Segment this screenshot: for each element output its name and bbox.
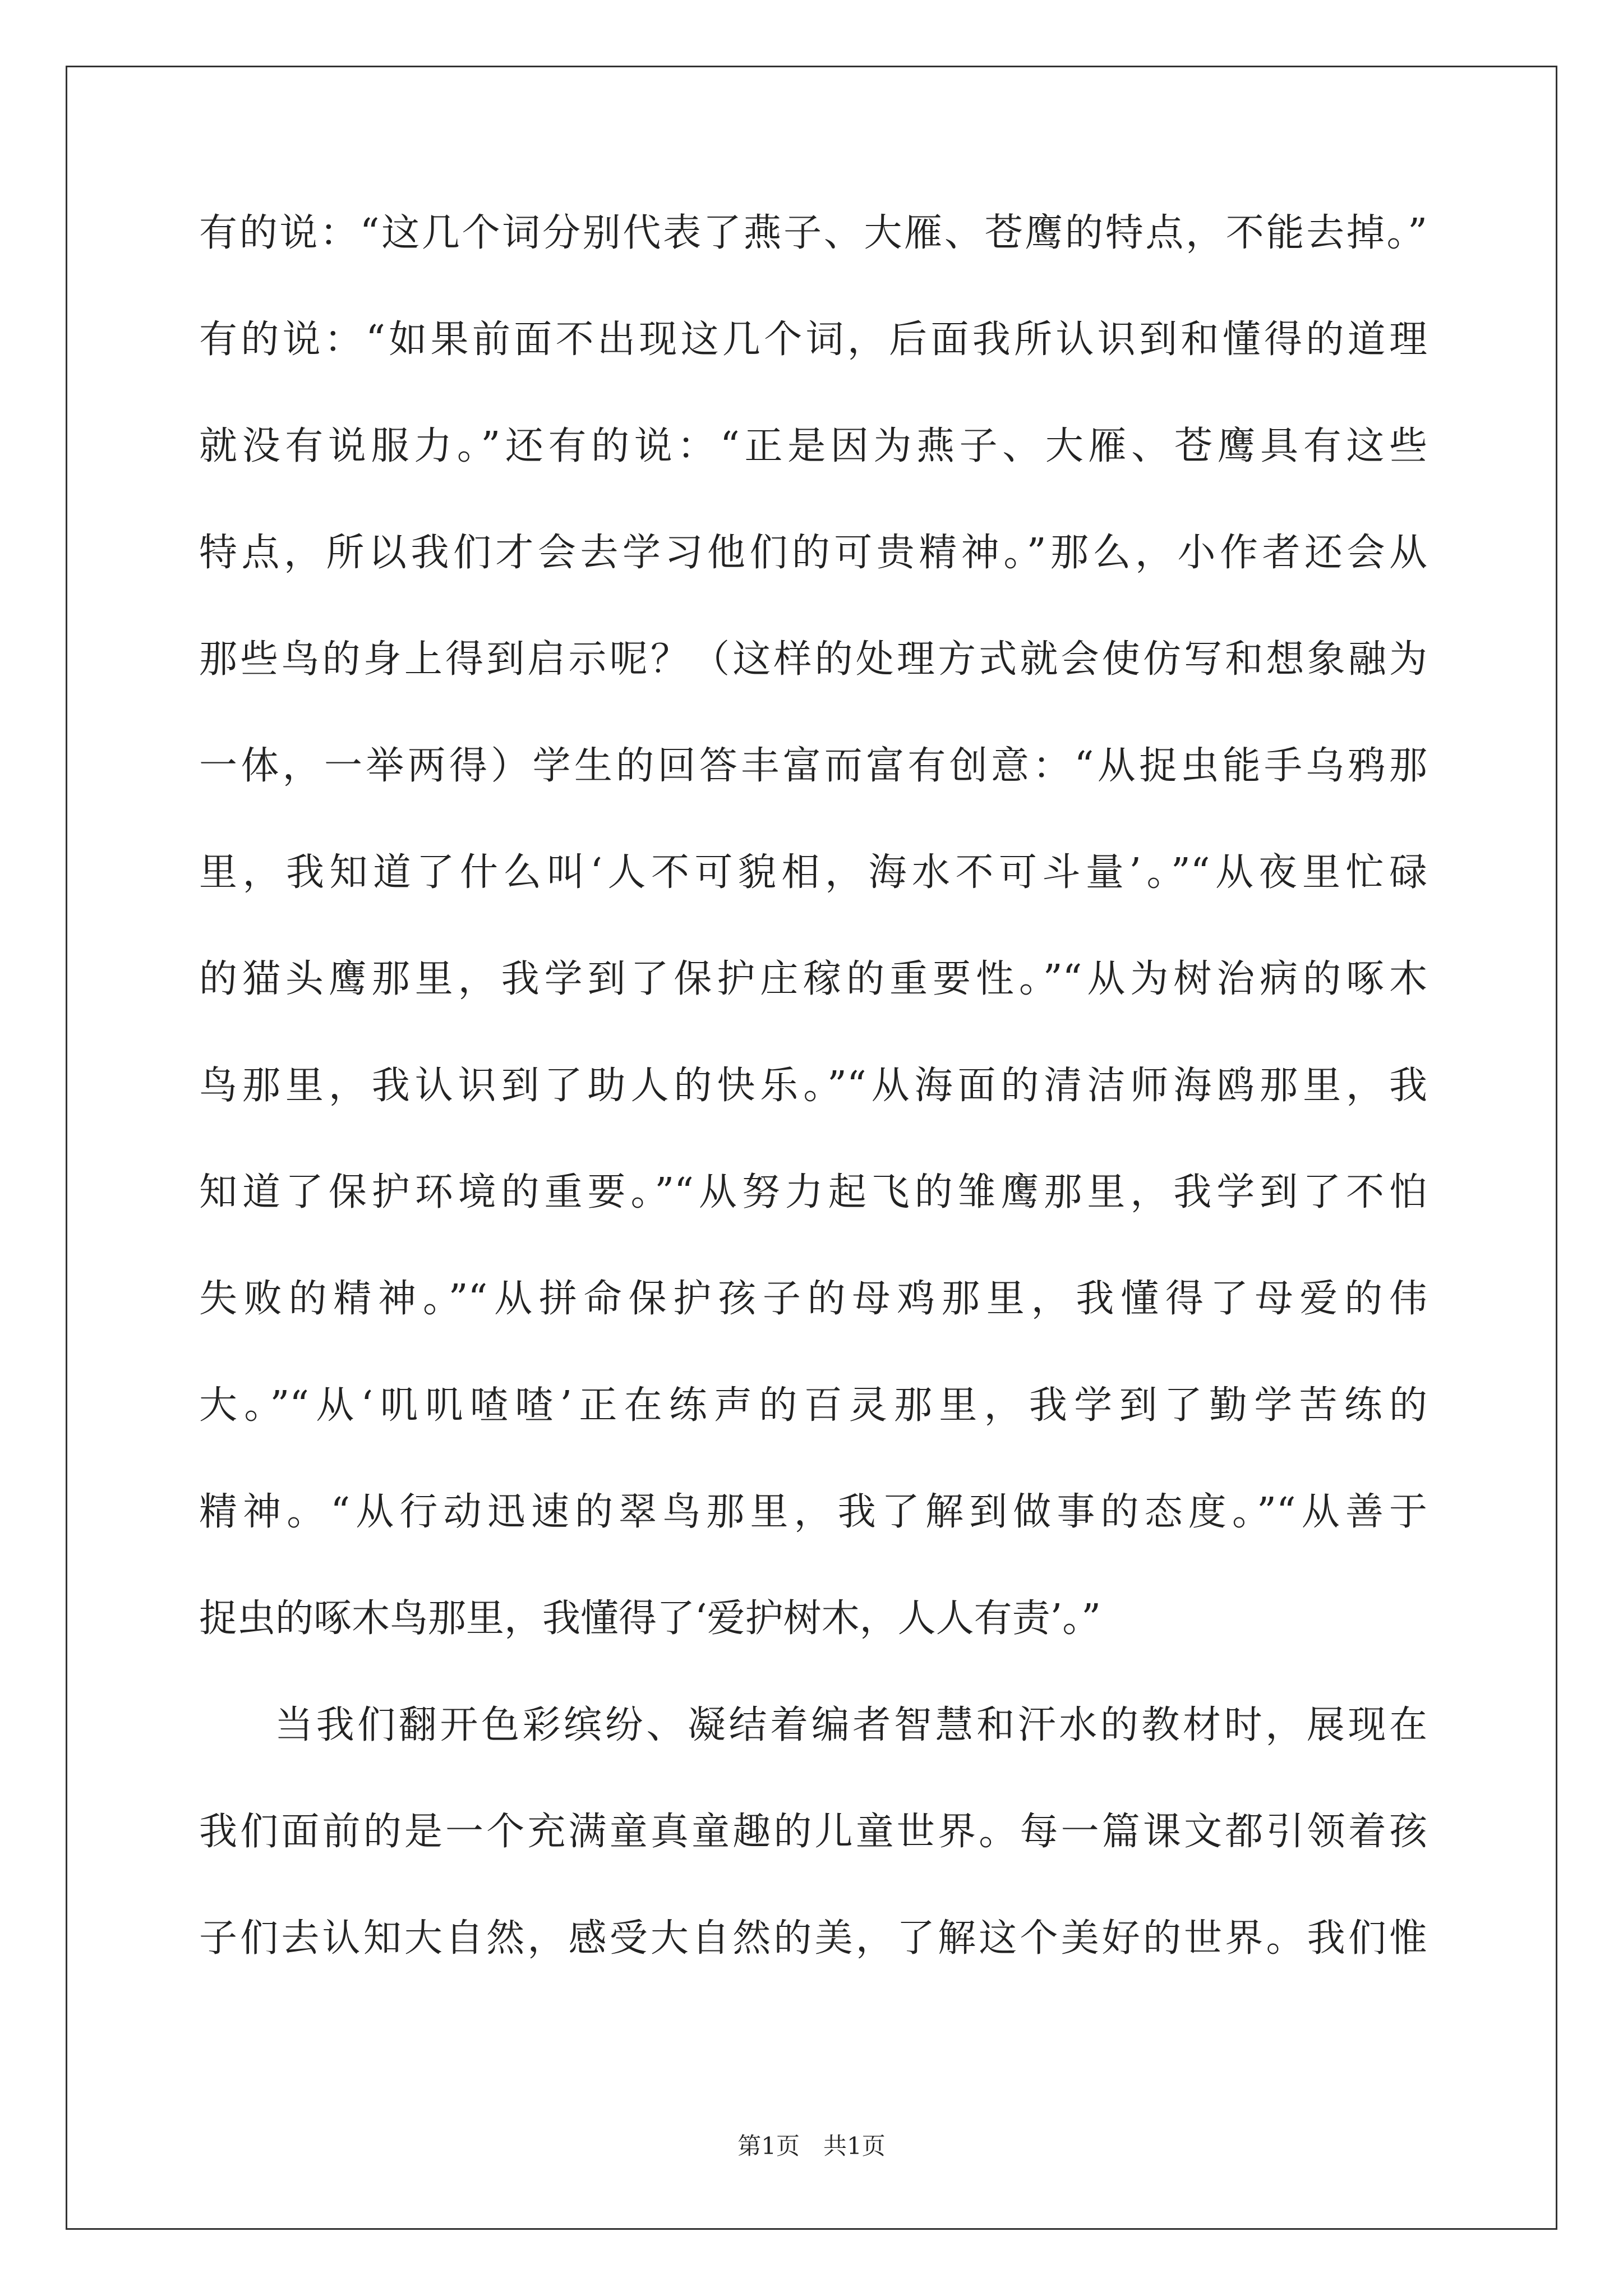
text-line: 有的说：“如果前面不出现这几个词，后面我所认识到和懂得的道理 <box>199 318 1427 362</box>
text-line: 里，我知道了什么叫‘人不可貌相，海水不可斗量’。”“从夜里忙碌 <box>199 850 1427 895</box>
text-line: 知道了保护环境的重要。”“从努力起飞的雏鹰那里，我学到了不怕 <box>199 1170 1427 1214</box>
text-line: 特点，所以我们才会去学习他们的可贵精神。”那么，小作者还会从 <box>199 531 1427 575</box>
text-line: 一体，一举两得）学生的回答丰富而富有创意：“从捉虫能手乌鸦那 <box>199 744 1427 788</box>
text-line: 那些鸟的身上得到启示呢？（这样的处理方式就会使仿写和想象融为 <box>199 637 1427 682</box>
text-line: 大。”“从‘叽叽喳喳’正在练声的百灵那里，我学到了勤学苦练的 <box>199 1383 1427 1428</box>
text-line: 鸟那里，我认识到了助人的快乐。”“从海面的清洁师海鸥那里，我 <box>199 1064 1427 1108</box>
text-line: 有的说：“这几个词分别代表了燕子、大雁、苍鹰的特点，不能去掉。” <box>199 211 1427 255</box>
text-line: 的猫头鹰那里，我学到了保护庄稼的重要性。”“从为树治病的啄木 <box>199 957 1427 1001</box>
text-line: 我们面前的是一个充满童真童趣的儿童世界。每一篇课文都引领着孩 <box>199 1810 1427 1854</box>
text-line: 失败的精神。”“从拼命保护孩子的母鸡那里，我懂得了母爱的伟 <box>199 1277 1427 1321</box>
page-footer: 第1页 共1页 <box>737 2132 886 2160</box>
text-line: 子们去认知大自然，感受大自然的美，了解这个美好的世界。我们惟 <box>199 1916 1427 1961</box>
paragraph-first-line: 当我们翻开色彩缤纷、凝结着编者智慧和汗水的教材时，展现在 <box>275 1703 1427 1747</box>
text-line: 精神。“从行动迅速的翠鸟那里，我了解到做事的态度。”“从善于 <box>199 1490 1427 1534</box>
text-line: 捉虫的啄木鸟那里，我懂得了‘爱护树木，人人有责’。” <box>199 1596 1101 1641</box>
text-line: 就没有说服力。”还有的说：“正是因为燕子、大雁、苍鹰具有这些 <box>199 424 1427 468</box>
page-border <box>66 66 1557 2230</box>
